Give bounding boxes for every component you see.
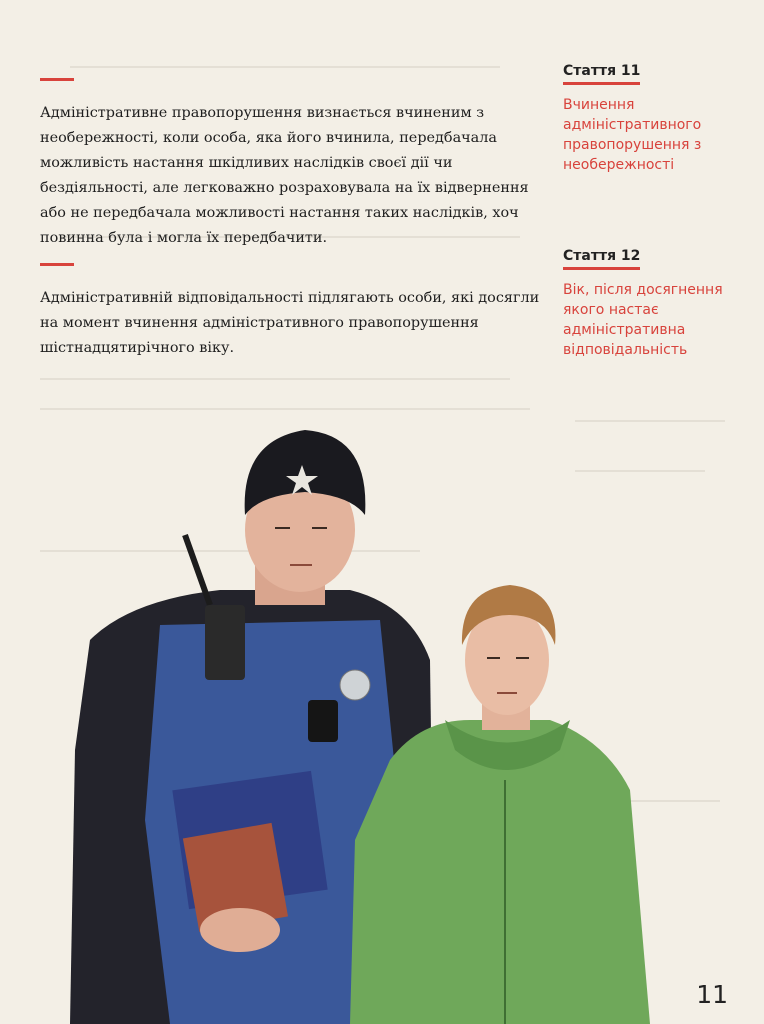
article-11-text: Адміністративне правопорушення визнається вчиненим з необережності, коли особа, яка його вчинила, передбачала можливість настання шкідливих наслідків своєї дії чи бездіяльності, але легковажно розраховувала на їх відвернення або не передбачала можливості настання таких наслідків, хоч повинна була і могла їх передбачити. <box>40 105 529 246</box>
article-11-title: Стаття 11 <box>563 63 640 85</box>
article-12-caption: Вік, після досягнення якого настає адміністративна відповідальність <box>563 282 723 358</box>
article-11-rule <box>40 78 74 81</box>
article-12-sidebar <box>563 245 743 360</box>
show-through-line <box>70 66 500 68</box>
article-12-rule <box>40 263 74 266</box>
chest-badge-icon <box>340 670 370 700</box>
article-12-title: Стаття 12 <box>563 248 640 270</box>
show-through-line <box>40 408 530 410</box>
article-11-caption: Вчинення адміністративного правопорушення з необережності <box>563 97 702 173</box>
officer-hand <box>200 908 280 952</box>
radio-icon <box>205 605 245 680</box>
show-through-line <box>40 378 510 380</box>
article-11-sidebar <box>563 60 743 175</box>
page-number: 11 <box>696 980 728 1009</box>
body-camera-icon <box>308 700 338 742</box>
illustration-officer-and-teenager <box>50 420 690 1024</box>
article-12-text: Адміністративній відповідальності підлягають особи, які досягли на момент вчинення адміністративного правопорушення шістнадцятирічного віку. <box>40 290 540 356</box>
